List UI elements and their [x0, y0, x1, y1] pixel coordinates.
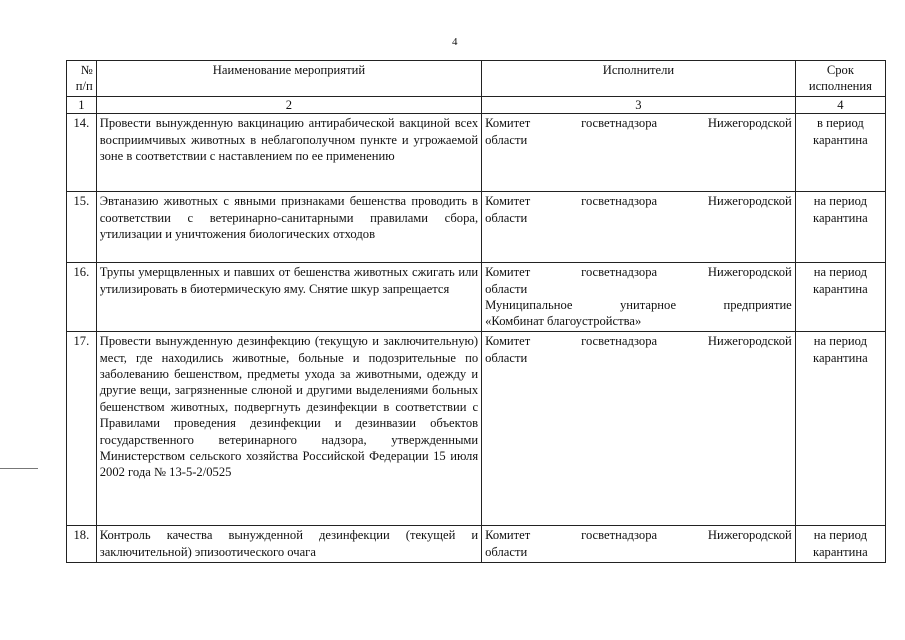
column-index-row [67, 96, 886, 113]
measure-name: Эвтаназию животных с явными признаками бешенства проводить в соответствии с ветеринарно-санитарными правилами сбора, утилизации и уничтожения биологических отходов [96, 192, 481, 263]
page-number: 4 [452, 36, 458, 48]
column-index: 3 [482, 96, 796, 113]
executor-line: области [485, 281, 528, 296]
term-cell: на период карантина [795, 332, 885, 526]
measure-name: Провести вынужденную вакцинацию антирабической вакциной всех восприимчивых животных в неблагополучном пункте и угрожаемой зоне в соответствии с наставлением по ее применению [96, 114, 481, 192]
header-name: Наименование мероприятий [96, 61, 481, 97]
column-index: 2 [96, 96, 481, 113]
term-cell: на период карантина [795, 526, 885, 563]
executor-line: Комитет госветнадзора Нижегородской [485, 194, 792, 209]
table-row [67, 114, 886, 192]
executor-line: «Комбинат благоустройства» [485, 314, 642, 329]
executors-cell [482, 332, 796, 526]
measures-table [66, 60, 886, 563]
measure-name: Провести вынужденную дезинфекцию (текущую и заключительную) мест, где находились животные, больные и подозрительные по заболеванию бешенством, предметы ухода за животными, одежду и другие вещи, загрязненные слюной и другими выделениями больных бешенством животных, подвергнуть дезинфекции в соответствии с Правилами проведения дезинфекции и дезинвазии объектов государственного ветеринарного надзора, утвержденными Министерством сельского хозяйства Российской Федерации 15 июля 2002 года № 13-5-2/0525 [96, 332, 481, 526]
row-number: 16. [67, 263, 97, 332]
table-row [67, 263, 886, 332]
executor-line: области [485, 350, 528, 365]
row-number: 14. [67, 114, 97, 192]
measure-name: Трупы умерщвленных и павших от бешенства животных сжигать или утилизировать в биотермическую яму. Снятие шкур запрещается [96, 263, 481, 332]
header-num: № п/п [67, 61, 97, 97]
row-number: 17. [67, 332, 97, 526]
executors-cell [482, 114, 796, 192]
measure-name: Контроль качества вынужденной дезинфекции (текущей и заключительной) эпизоотического очага [96, 526, 481, 563]
margin-mark [0, 468, 38, 469]
term-cell: на период карантина [795, 263, 885, 332]
executor-line: области [485, 132, 528, 147]
term-cell: в период карантина [795, 114, 885, 192]
row-number: 15. [67, 192, 97, 263]
executor-line: Комитет госветнадзора Нижегородской [485, 334, 792, 349]
executor-line: Комитет госветнадзора Нижегородской [485, 116, 792, 131]
executor-line: Комитет госветнадзора Нижегородской [485, 265, 792, 280]
column-index: 1 [67, 96, 97, 113]
table-row [67, 192, 886, 263]
executor-line: области [485, 210, 528, 225]
row-number: 18. [67, 526, 97, 563]
executor-line: области [485, 544, 528, 559]
table-header-row [67, 61, 886, 97]
header-term: Срок исполнения [795, 61, 885, 97]
table-row [67, 332, 886, 526]
executors-cell [482, 263, 796, 332]
term-cell: на период карантина [795, 192, 885, 263]
executor-line: Комитет госветнадзора Нижегородской [485, 528, 792, 543]
table-row [67, 526, 886, 563]
column-index: 4 [795, 96, 885, 113]
executors-cell [482, 192, 796, 263]
executor-line: Муниципальное унитарное предприятие [485, 298, 792, 313]
header-executors: Исполнители [482, 61, 796, 97]
executors-cell [482, 526, 796, 563]
